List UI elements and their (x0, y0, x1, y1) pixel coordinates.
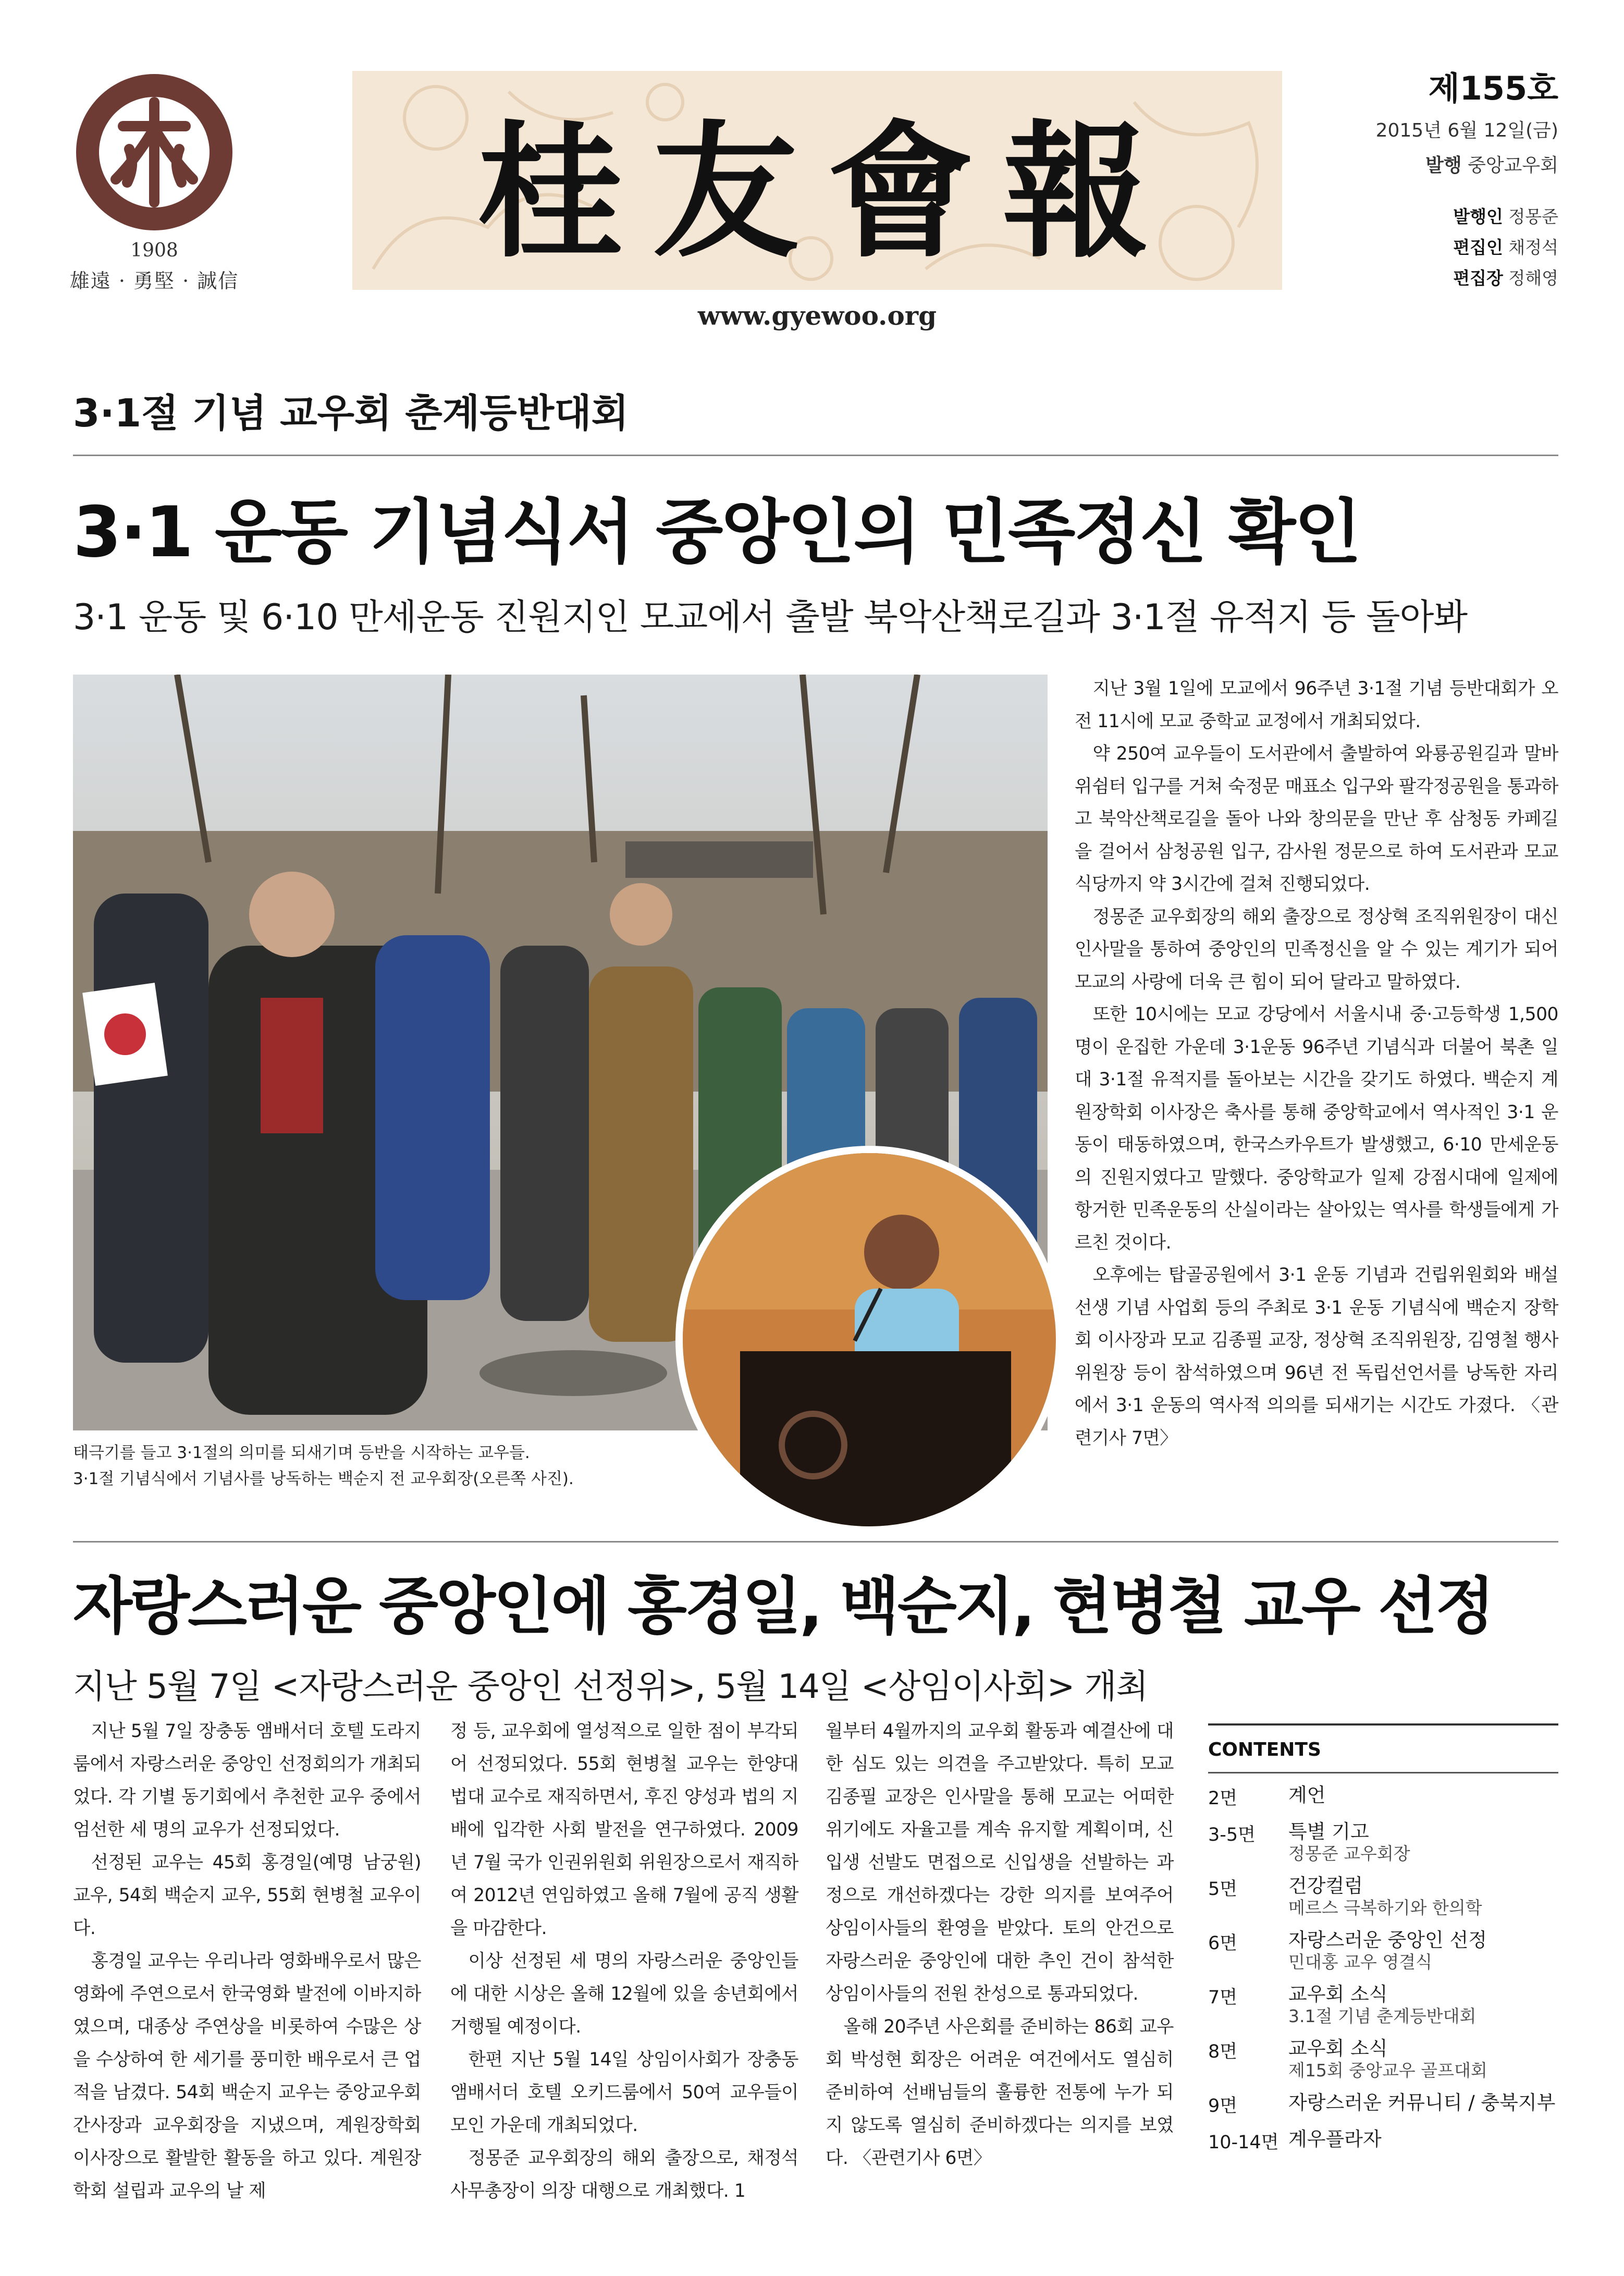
section-divider (73, 1541, 1558, 1543)
contents-item-subtitle: 3.1절 기념 춘계등반대회 (1288, 2006, 1477, 2026)
paragraph: 홍경일 교우는 우리나라 영화배우로서 많은 영화에 주연으로서 한국영화 발전에 이바지하였으며, 대종상 주연상을 비롯하여 수많은 상을 수상하여 한 세기를 풍미한 배우로서 큰 업적을 남겼다. 54회 백순지 교우는 중앙교우회 간사장과 교우회장을 지냈으며, 계원장학회 이사장으로 활발한 활동을 하고 있다. 계원장학회 설립과 교우의 날 제 (73, 1951, 421, 2201)
contents-item-subtitle: 민대홍 교우 영결식 (1288, 1952, 1433, 1972)
staff-chief-editor (1334, 265, 1558, 289)
staff-name: 채정석 (1508, 237, 1558, 258)
contents-item[interactable] (1208, 1784, 1558, 1810)
caption-line: 3·1절 기념식에서 기념사를 낭독하는 백순지 전 교우회장(오른쪽 사진). (73, 1470, 574, 1488)
article2-column-3 (826, 1715, 1174, 2175)
contents-page-number: 5면 (1208, 1879, 1238, 1900)
school-emblem-logo (73, 71, 236, 234)
contents-list (1208, 1784, 1558, 2154)
photo-caption (73, 1440, 574, 1492)
paragraph: 올해 20주년 사은회를 준비하는 86회 교우회 박성현 회장은 어려운 여건에서도 열심히 준비하여 선배님들의 훌륭한 전통에 누가 되지 않도록 열심히 준비하겠다는 의지를 보였다. 〈관련기사 6면〉 (826, 2016, 1174, 2169)
contents-item[interactable] (1208, 2091, 1558, 2118)
article1-kicker: 3·1절 기념 교우회 춘계등반대회 (73, 391, 629, 436)
paragraph: 정몽준 교우회장의 해외 출장으로, 채정석 사무총장이 의장 대행으로 개최했다. 1 (450, 2148, 798, 2201)
contents-item-title: 교우회 소식 (1288, 2037, 1388, 2060)
paragraph: 정몽준 교우회장의 해외 출장으로 정상혁 조직위원장이 대신 인사말을 통하여 중앙인의 민족정신을 알 수 있는 계기가 되어 모교의 사랑에 더욱 큰 힘이 되어 달라고 말하였다. (1075, 906, 1558, 993)
newspaper-title: 桂友會報 (477, 106, 1178, 278)
contents-item-title: 교우회 소식 (1288, 1983, 1388, 2005)
publisher-line (1334, 151, 1558, 177)
school-motto: 雄遠 · 勇堅 · 誠信 (69, 270, 239, 292)
staff-role: 편집장 (1453, 268, 1503, 289)
paragraph: 정 등, 교우회에 열성적으로 일한 점이 부각되어 선정되었다. 55회 현병철 교우는 한양대 법대 교수로 재직하면서, 후진 양성과 법의 지배에 입각한 사회 발전을 연구하였다. 2009년 7월 국가 인권위원회 위원장으로서 재직하여 2012년 연임하였고 올해 7월에 공직 생활을 마감한다. (450, 1721, 798, 1939)
staff-editor (1334, 234, 1558, 259)
contents-item[interactable] (1208, 2037, 1558, 2081)
contents-title: CONTENTS (1208, 1726, 1558, 1773)
publisher-name: 중앙교우회 (1468, 155, 1558, 177)
contents-item-title: 계언 (1288, 1784, 1326, 1806)
paragraph: 지난 5월 7일 장충동 앰배서더 호텔 도라지룸에서 자랑스러운 중앙인 선정회의가 개최되었다. 각 기별 동기회에서 추천한 교우 중에서 엄선한 세 명의 교우가 선정되었다. (73, 1721, 421, 1840)
contents-item[interactable] (1208, 1875, 1558, 1918)
article2-column-2 (450, 1715, 798, 2208)
contents-item-subtitle: 제15회 중앙교우 골프대회 (1288, 2060, 1487, 2081)
article2-subheadline: 지난 5월 7일 <자랑스러운 중앙인 선정위>, 5월 14일 <상임이사회> 개최 (73, 1668, 1148, 1706)
newspaper-title-banner (352, 71, 1282, 290)
paragraph: 한편 지난 5월 14일 상임이사회가 장충동 앰배서더 호텔 오키드룸에서 50여 교우들이 모인 가운데 개최되었다. (450, 2049, 798, 2136)
article1-subheadline: 3·1 운동 및 6·10 만세운동 진원지인 모교에서 출발 북악산책로길과 3·1절 유적지 등 돌아봐 (73, 597, 1468, 638)
contents-page-number: 9면 (1208, 2096, 1238, 2116)
article2-column-1 (73, 1715, 421, 2208)
contents-page-number: 6면 (1208, 1933, 1238, 1954)
paragraph: 이상 선정된 세 명의 자랑스러운 중앙인들에 대한 시상은 올해 12월에 있을 송년회에서 거행될 예정이다. (450, 1951, 798, 2037)
contents-item-title: 자랑스러운 커뮤니티 / 충북지부 (1288, 2091, 1556, 2114)
article1-body (1075, 672, 1558, 1454)
contents-page-number: 7면 (1208, 1987, 1238, 2008)
paragraph: 오후에는 탑골공원에서 3·1 운동 기념과 건립위원회와 배설선생 기념 사업회 등의 주최로 3·1 운동 기념식에 백순지 장학회 이사장과 모교 김종필 교장, 정상혁 조직위원장, 김영철 행사위원장 등이 참석하였으며 96년 전 독립선언서를 낭독한 자리에서 3·1 운동의 역사적 의의를 되새기는 시간도 가졌다. 〈관련기사 7면〉 (1075, 1265, 1558, 1449)
paragraph: 또한 10시에는 모교 강당에서 서울시내 중·고등학생 1,500명이 운집한 가운데 3·1운동 96주년 기념식과 더불어 북촌 일대 3·1절 유적지를 돌아보는 시간을 갖기도 하였다. 백순지 계원장학회 이사장은 축사를 통해 중앙학교에서 역사적인 3·1 운동이 태동하였으며, 한국스카우트가 발생했고, 6·10 만세운동의 진원지였다고 말했다. 중앙학교가 일제 강점시대에 일제에 항거한 민족운동의 산실이라는 살아있는 역사를 학생들에게 가르친 것이다. (1075, 1004, 1558, 1253)
contents-text (1288, 1983, 1558, 2027)
contents-text (1288, 2128, 1558, 2154)
article1-headline: 3·1 운동 기념식서 중앙인의 민족정신 확인 (73, 492, 1360, 573)
paragraph: 약 250여 교우들이 도서관에서 출발하여 와룡공원길과 말바위쉼터 입구를 거쳐 숙정문 매표소 입구와 팔각정공원을 통과하고 북악산책로길을 돌아 나와 창의문을 만난 후 삼청동 카페길을 걸어서 삼청공원 입구, 감사원 정문으로 하여 도서관과 모교식당까지 약 3시간에 걸쳐 진행되었다. (1075, 743, 1558, 895)
speaker-podium-photo (675, 1146, 1063, 1534)
contents-page-number: 2면 (1208, 1788, 1238, 1809)
issue-date: 2015년 6월 12일(금) (1375, 120, 1558, 142)
contents-item-subtitle: 메르스 극복하기와 한의학 (1288, 1898, 1482, 1918)
contents-text (1288, 1784, 1558, 1810)
staff-name: 정몽준 (1508, 206, 1558, 227)
contents-item[interactable] (1208, 1983, 1558, 2027)
issue-info (1334, 71, 1558, 289)
paragraph: 선정된 교우는 45회 홍경일(예명 남궁원) 교우, 54회 백순지 교우, 55회 현병철 교우이다. (73, 1852, 421, 1939)
staff-role: 발행인 (1453, 206, 1503, 227)
website-url[interactable]: www.gyewoo.org (697, 300, 937, 331)
contents-item-subtitle: 정몽준 교우회장 (1288, 1843, 1410, 1864)
contents-text (1288, 1820, 1558, 1864)
contents-text (1288, 2037, 1558, 2081)
contents-page-number: 8면 (1208, 2041, 1238, 2062)
article2-headline: 자랑스러운 중앙인에 홍경일, 백순지, 현병철 교우 선정 (73, 1570, 1493, 1642)
contents-item-title: 특별 기고 (1288, 1820, 1369, 1843)
founding-year: 1908 (130, 240, 178, 261)
contents-page-number: 3-5면 (1208, 1825, 1256, 1845)
paragraph: 월부터 4월까지의 교우회 활동과 예결산에 대한 심도 있는 의견을 주고받았다. 특히 모교 김종필 교장은 인사말을 통해 모교는 어떠한 위기에도 자율고를 계속 유지할 계획이며, 신입생 선발도 면접으로 신입생을 선발하는 과정으로 개선하겠다는 강한 의지를 보여주어 상임이사들의 환영을 받았다. 토의 안건으로 자랑스러운 중앙인에 대한 추인 건이 참석한 상임이사들의 전원 찬성으로 통과되었다. (826, 1721, 1174, 2004)
contents-box (1208, 1723, 1558, 2154)
contents-item[interactable] (1208, 1820, 1558, 1864)
contents-item-title: 자랑스러운 중앙인 선정 (1288, 1929, 1487, 1951)
contents-item-title: 계우플라자 (1288, 2128, 1382, 2150)
section-divider (73, 455, 1558, 456)
contents-text (1288, 1929, 1558, 1973)
staff-publisher (1334, 203, 1558, 228)
contents-item[interactable] (1208, 2128, 1558, 2154)
staff-name: 정해영 (1508, 268, 1558, 289)
publisher-label: 발행 (1425, 155, 1462, 177)
caption-line: 태극기를 들고 3·1절의 의미를 되새기며 등반을 시작하는 교우들. (73, 1443, 530, 1462)
contents-item-title: 건강컬럼 (1288, 1875, 1363, 1897)
contents-text (1288, 1875, 1558, 1918)
contents-item[interactable] (1208, 1929, 1558, 1973)
paragraph: 지난 3월 1일에 모교에서 96주년 3·1절 기념 등반대회가 오전 11시에 모교 중학교 교정에서 개최되었다. (1075, 678, 1558, 732)
contents-text (1288, 2091, 1558, 2118)
issue-number: 제155호 (1428, 69, 1558, 107)
contents-page-number: 10-14면 (1208, 2132, 1279, 2153)
staff-role: 편집인 (1453, 237, 1503, 258)
